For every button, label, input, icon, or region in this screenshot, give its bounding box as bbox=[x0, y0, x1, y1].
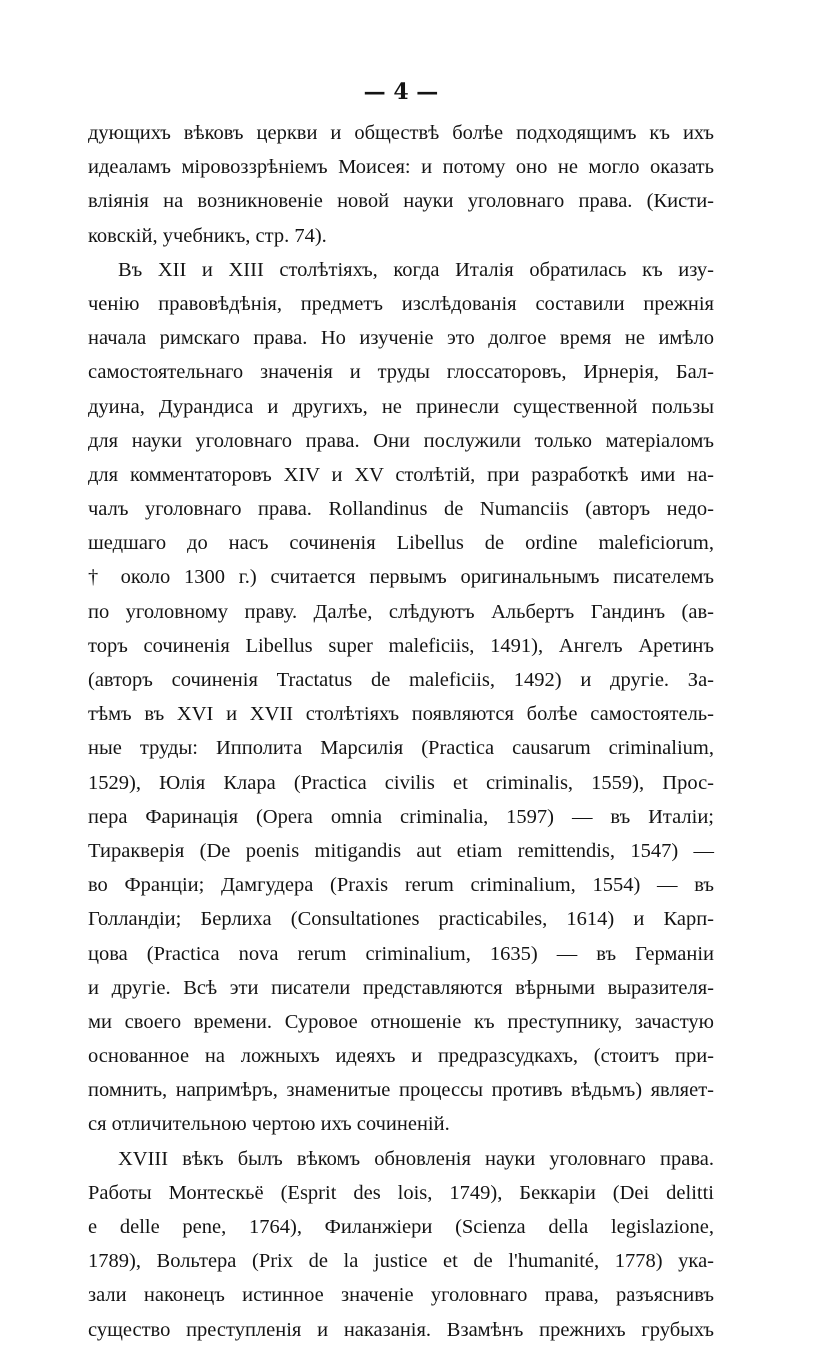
text-line: и другіе. Всѣ эти писатели представляются вѣрными выразителя- bbox=[88, 976, 714, 999]
text-line: существо преступленія и наказанія. Взамѣнъ прежнихъ грубыхъ bbox=[88, 1318, 714, 1341]
paragraph-1 bbox=[88, 116, 714, 253]
paragraph-2 bbox=[88, 253, 714, 1142]
text-line: пера Фаринація (Opera omnia criminalia, 1597) — въ Италіи; bbox=[88, 805, 714, 828]
text-line: начала римскаго права. Но изученіе это долгое время не имѣло bbox=[88, 327, 714, 350]
text-line: для науки уголовнаго права. Они послужили только матеріаломъ bbox=[88, 429, 714, 452]
page-number: — 4 — bbox=[363, 79, 439, 105]
text-line: e delle pene, 1764), Филанжіери (Scienza della legislazione, bbox=[88, 1216, 714, 1238]
text-line: Тиракверія (De poenis mitigandis aut etiam remittendis, 1547) — bbox=[88, 839, 714, 862]
text-line: шедшаго до насъ сочиненія Libellus de ordine maleficiorum, bbox=[88, 532, 714, 555]
text-line: Въ XII и XIII столѣтіяхъ, когда Италія обратилась къ изу- bbox=[118, 258, 714, 281]
text-line: дующихъ вѣковъ церкви и обществѣ болѣе подходящимъ къ ихъ bbox=[88, 122, 714, 144]
text-line: зали наконецъ истинное значеніе уголовнаго права, разъяснивъ bbox=[88, 1284, 714, 1307]
text-line: цова (Practica nova rerum criminalium, 1635) — въ Германіи bbox=[88, 942, 714, 965]
text-line: ми своего времени. Суровое отношеніе къ преступнику, зачастую bbox=[88, 1010, 714, 1033]
text-line: ковскій, учебникъ, стр. 74). bbox=[88, 224, 327, 247]
text-line: тѣмъ въ XVI и XVII столѣтіяхъ появляются болѣе самостоятель- bbox=[88, 703, 714, 726]
text-line: Голландіи; Берлиха (Consultationes practicabiles, 1614) и Карп- bbox=[88, 908, 714, 931]
text-line: основанное на ложныхъ идеяхъ и предразсудкахъ, (стоитъ при- bbox=[88, 1045, 714, 1068]
text-line: для комментаторовъ XIV и XV столѣтій, при разработкѣ ими на- bbox=[88, 463, 714, 486]
text-line: идеаламъ міровоззрѣніемъ Моисея: и потому оно не могло оказать bbox=[88, 156, 714, 179]
text-line: по уголовному праву. Далѣе, слѣдуютъ Альбертъ Гандинъ (ав- bbox=[88, 600, 714, 623]
text-line: ченію правовѣдѣнія, предметъ изслѣдованія составили прежнія bbox=[88, 292, 714, 315]
text-line: † около 1300 г.) считается первымъ оригинальнымъ писателемъ bbox=[88, 566, 714, 589]
text-line: помнить, напримѣръ, знаменитые процессы противъ вѣдьмъ) являет- bbox=[88, 1079, 714, 1102]
text-line: 1789), Вольтера (Prix de la justice et de l'humanité, 1778) ука- bbox=[88, 1250, 714, 1273]
text-line: ные труды: Ипполита Марсилія (Practica causarum criminalium, bbox=[88, 737, 714, 760]
text-line: (авторъ сочиненія Tractatus de maleficiis, 1492) и другіе. За- bbox=[88, 669, 714, 691]
paragraph-3 bbox=[88, 1142, 714, 1347]
text-line: XVIII вѣкъ былъ вѣкомъ обновленія науки уголовнаго права. bbox=[118, 1147, 714, 1170]
text-line: ся отличительною чертою ихъ сочиненій. bbox=[88, 1113, 450, 1136]
document-page bbox=[88, 78, 714, 1347]
text-line: вліянія на возникновеніе новой науки уголовнаго права. (Кисти- bbox=[88, 190, 714, 213]
text-line: дуина, Дурандиса и другихъ, не принесли существенной пользы bbox=[88, 395, 714, 418]
text-line: чалъ уголовнаго права. Rollandinus de Numanciis (авторъ недо- bbox=[88, 498, 714, 521]
text-line: Работы Монтескьё (Esprit des lois, 1749), Беккаріи (Dei delitti bbox=[88, 1181, 714, 1204]
text-line: во Франціи; Дамгудера (Praxis rerum criminalium, 1554) — въ bbox=[88, 874, 714, 897]
text-line: 1529), Юлія Клара (Practica civilis et criminalis, 1559), Прос- bbox=[88, 771, 714, 794]
text-line: торъ сочиненія Libellus super maleficiis, 1491), Ангелъ Аретинъ bbox=[88, 634, 714, 657]
text-line: самостоятельнаго значенія и труды глоссаторовъ, Ирнерія, Бал- bbox=[88, 361, 714, 384]
